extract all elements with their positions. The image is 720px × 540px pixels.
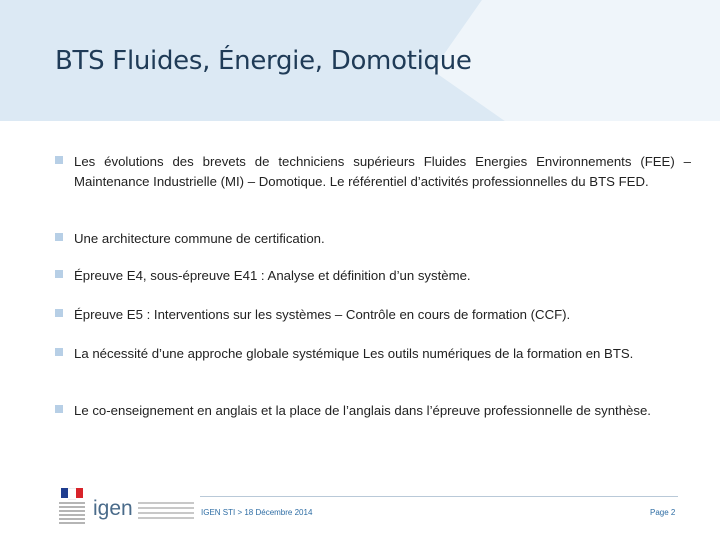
square-bullet-icon xyxy=(55,270,63,278)
bullet-text: Une architecture commune de certification. xyxy=(74,231,325,246)
square-bullet-icon xyxy=(55,309,63,317)
bullet-item xyxy=(55,229,691,249)
bullet-text: La nécessité d’une approche globale systémique Les outils numériques de la formation en BTS. xyxy=(74,346,634,361)
footer-divider xyxy=(200,496,678,497)
bullet-text: Épreuve E4, sous-épreuve E41 : Analyse et définition d’un système. xyxy=(74,268,471,283)
slide-header xyxy=(0,0,720,121)
square-bullet-icon xyxy=(55,405,63,413)
igen-logo-icon: igen xyxy=(93,497,133,520)
bullet-text: Épreuve E5 : Interventions sur les systèmes – Contrôle en cours de formation (CCF). xyxy=(74,307,571,322)
bullet-item xyxy=(55,401,691,421)
bullet-item xyxy=(55,305,691,325)
igen-logo-subtext xyxy=(138,502,194,522)
square-bullet-icon xyxy=(55,348,63,356)
footer-date-label: IGEN STI > 18 Décembre 2014 xyxy=(201,508,313,517)
header-decoration xyxy=(433,0,720,121)
square-bullet-icon xyxy=(55,156,63,164)
square-bullet-icon xyxy=(55,233,63,241)
bullet-item xyxy=(55,152,691,192)
bullet-text: Les évolutions des brevets de techniciens supérieurs Fluides Energies Environnements (FEE) – Maintenance Industrielle (MI) – Domotique. Le référentiel d’activités professionnelles du BTS FED. xyxy=(74,154,691,189)
marianne-logo-icon xyxy=(57,488,87,530)
bullet-text: Le co-enseignement en anglais et la place de l’anglais dans l’épreuve professionnelle de synthèse. xyxy=(74,403,651,418)
bullet-item xyxy=(55,266,691,286)
bullet-item xyxy=(55,344,691,364)
page-number: Page 2 xyxy=(650,508,676,517)
slide-title: BTS Fluides, Énergie, Domotique xyxy=(55,46,472,76)
